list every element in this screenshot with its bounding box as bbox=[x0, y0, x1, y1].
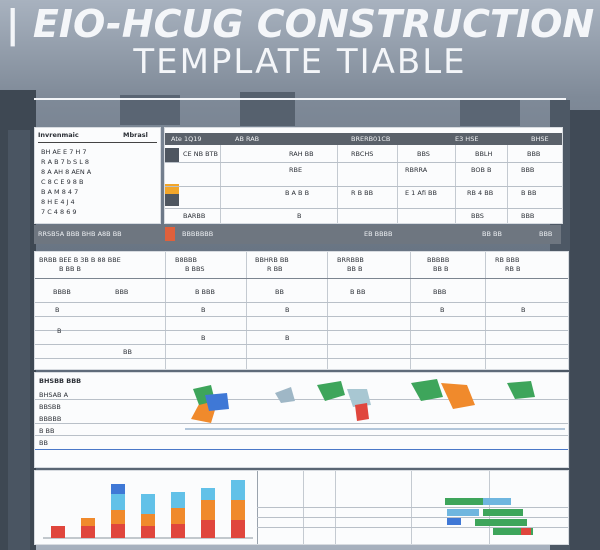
gantt-bar bbox=[483, 498, 511, 505]
table-subrow: RB B bbox=[505, 265, 521, 273]
gantt-bar bbox=[521, 528, 531, 535]
page-subtitle: TEMPLATE TIABLE bbox=[133, 42, 467, 82]
shape-green bbox=[317, 381, 345, 401]
table-header: RB BBB bbox=[495, 256, 520, 264]
table-subrow: R BB bbox=[267, 265, 283, 273]
timeline-row: BB bbox=[39, 439, 48, 447]
bar-segment bbox=[141, 514, 155, 526]
table-header: BRBB BEE B 3B B 88 BBE bbox=[39, 256, 121, 264]
summary-cell: BBS bbox=[417, 150, 430, 158]
info-row: 7 C 4 8 6 9 bbox=[41, 208, 77, 216]
table-header: BBBBB bbox=[427, 256, 450, 264]
bar-segment bbox=[141, 494, 155, 514]
summary-cell: R B BB bbox=[351, 189, 374, 197]
table-colhead: BBB bbox=[433, 288, 447, 296]
info-row: B A M 8 4 7 bbox=[41, 188, 79, 196]
summary-cell: RAH BB bbox=[289, 150, 314, 158]
bar-segment bbox=[111, 484, 125, 494]
band-mid-text: BBBBBBB bbox=[182, 230, 214, 238]
summary-header-cell: BHSE bbox=[531, 135, 549, 143]
table-cell: B bbox=[285, 306, 290, 314]
building-top-3 bbox=[460, 100, 520, 126]
summary-table bbox=[164, 127, 563, 224]
summary-header bbox=[165, 133, 562, 145]
info-row: BH AE E 7 H 7 bbox=[41, 148, 87, 156]
gantt-bar bbox=[475, 519, 527, 526]
band-left-text: RRSB5A BBB BHB A8B BB bbox=[38, 230, 122, 238]
shape-grey bbox=[275, 387, 295, 403]
bar-segment bbox=[171, 524, 185, 538]
summary-band bbox=[34, 225, 561, 244]
timeline-row: BBBBB bbox=[39, 415, 62, 423]
title-divider bbox=[34, 98, 566, 100]
table-subrow: B BB B bbox=[59, 265, 81, 273]
summary-cell: BOB B bbox=[471, 166, 492, 174]
summary-cell: E 1 Afi BB bbox=[405, 189, 437, 197]
chart-panel bbox=[34, 470, 569, 545]
summary-cell: BBS bbox=[471, 212, 484, 220]
bar-segment bbox=[201, 520, 215, 538]
info-row: 8 H E 4 J 4 bbox=[41, 198, 75, 206]
table-colhead: BB bbox=[275, 288, 284, 296]
summary-cell: BBB bbox=[521, 212, 535, 220]
table-cell: B bbox=[201, 306, 206, 314]
timeline-row: BHSAB A bbox=[39, 391, 69, 399]
bar-segment bbox=[231, 520, 245, 538]
summary-header-cell: E3 HSE bbox=[455, 135, 479, 143]
summary-cell: B BB bbox=[521, 189, 537, 197]
shape-lightblue bbox=[347, 389, 371, 407]
summary-cell: RBCHS bbox=[351, 150, 374, 158]
bar-segment bbox=[201, 500, 215, 520]
bar-segment bbox=[201, 488, 215, 500]
summary-header-cell: AB RAB bbox=[235, 135, 260, 143]
table-header: BRRBBB bbox=[337, 256, 364, 264]
bar-chart bbox=[43, 475, 253, 541]
summary-cell: RBE bbox=[289, 166, 303, 174]
building-left-2 bbox=[8, 130, 30, 550]
bar-segment bbox=[171, 508, 185, 524]
bar-segment bbox=[111, 510, 125, 524]
table-subrow: BB B bbox=[433, 265, 449, 273]
summary-cell: RBRRA bbox=[405, 166, 428, 174]
table-cell: B bbox=[55, 306, 60, 314]
summary-side-label: BARBB bbox=[183, 212, 206, 220]
summary-cell: BBB bbox=[521, 166, 535, 174]
shape-green bbox=[411, 379, 443, 401]
summary-cell: B bbox=[297, 212, 302, 220]
timeline-title: BHSBB BBB bbox=[39, 377, 82, 385]
summary-cell: CE NB BTB bbox=[183, 150, 218, 158]
table-cell: B bbox=[440, 306, 445, 314]
shape-orange bbox=[441, 383, 475, 409]
info-tag: Mbrasl bbox=[123, 131, 148, 139]
summary-cell: RB 4 BB bbox=[467, 189, 494, 197]
info-panel bbox=[34, 127, 161, 224]
info-row: C 8 C E 9 8 B bbox=[41, 178, 84, 186]
band-right-text: BBB bbox=[539, 230, 553, 238]
table-header: BBHRB BB bbox=[255, 256, 289, 264]
shape-green bbox=[507, 381, 535, 399]
color-swatch bbox=[165, 194, 179, 206]
timeline-panel bbox=[34, 372, 569, 468]
band-swatch bbox=[165, 227, 175, 241]
band-right-text: BB BB bbox=[482, 230, 502, 238]
gantt-bar bbox=[483, 509, 523, 516]
summary-cell: B A B B bbox=[285, 189, 310, 197]
table-colhead: BBBB bbox=[53, 288, 71, 296]
table-subrow: B BBS bbox=[185, 265, 205, 273]
gantt-bar bbox=[447, 518, 461, 525]
summary-header-cell: Ate 1Q19 bbox=[171, 135, 202, 143]
table-cell: BB bbox=[123, 348, 132, 356]
data-table bbox=[34, 251, 569, 370]
timeline-row: B BB bbox=[39, 427, 55, 435]
bar-segment bbox=[81, 526, 95, 538]
bar-segment bbox=[111, 524, 125, 538]
shape-red bbox=[355, 403, 369, 421]
summary-header-cell: BRERB01CB bbox=[351, 135, 391, 143]
table-cell: B bbox=[521, 306, 526, 314]
info-row: R A B 7 b S L 8 bbox=[41, 158, 90, 166]
info-row: 8 A AH 8 AEN A bbox=[41, 168, 92, 176]
color-swatch bbox=[165, 148, 179, 162]
table-colhead: BBB bbox=[115, 288, 129, 296]
info-title: Invrenmaic bbox=[38, 131, 79, 139]
bar-segment bbox=[171, 492, 185, 508]
bar-segment bbox=[231, 500, 245, 520]
bar-segment bbox=[81, 518, 95, 526]
timeline-illustration bbox=[185, 379, 565, 451]
building-right bbox=[566, 110, 600, 550]
bar-segment bbox=[111, 494, 125, 510]
table-cell: B bbox=[201, 334, 206, 342]
table-colhead: B BBB bbox=[195, 288, 215, 296]
bar-segment bbox=[141, 526, 155, 538]
timeline-row: BBSBB bbox=[39, 403, 61, 411]
page-title: | EIO-HCUG CONSTRUCTION bbox=[5, 2, 595, 46]
summary-cell: BBB bbox=[527, 150, 541, 158]
table-header: B8BBB bbox=[175, 256, 197, 264]
shape-blue bbox=[205, 393, 229, 411]
gantt-bar bbox=[447, 509, 479, 516]
summary-cell: BBLH bbox=[475, 150, 493, 158]
table-cell: B bbox=[57, 327, 62, 335]
band-right-text: EB BBBB bbox=[364, 230, 393, 238]
bar-segment bbox=[231, 480, 245, 500]
table-cell: B bbox=[285, 334, 290, 342]
table-subrow: BB B bbox=[347, 265, 363, 273]
bar-segment bbox=[51, 526, 65, 538]
table-colhead: B BB bbox=[350, 288, 366, 296]
